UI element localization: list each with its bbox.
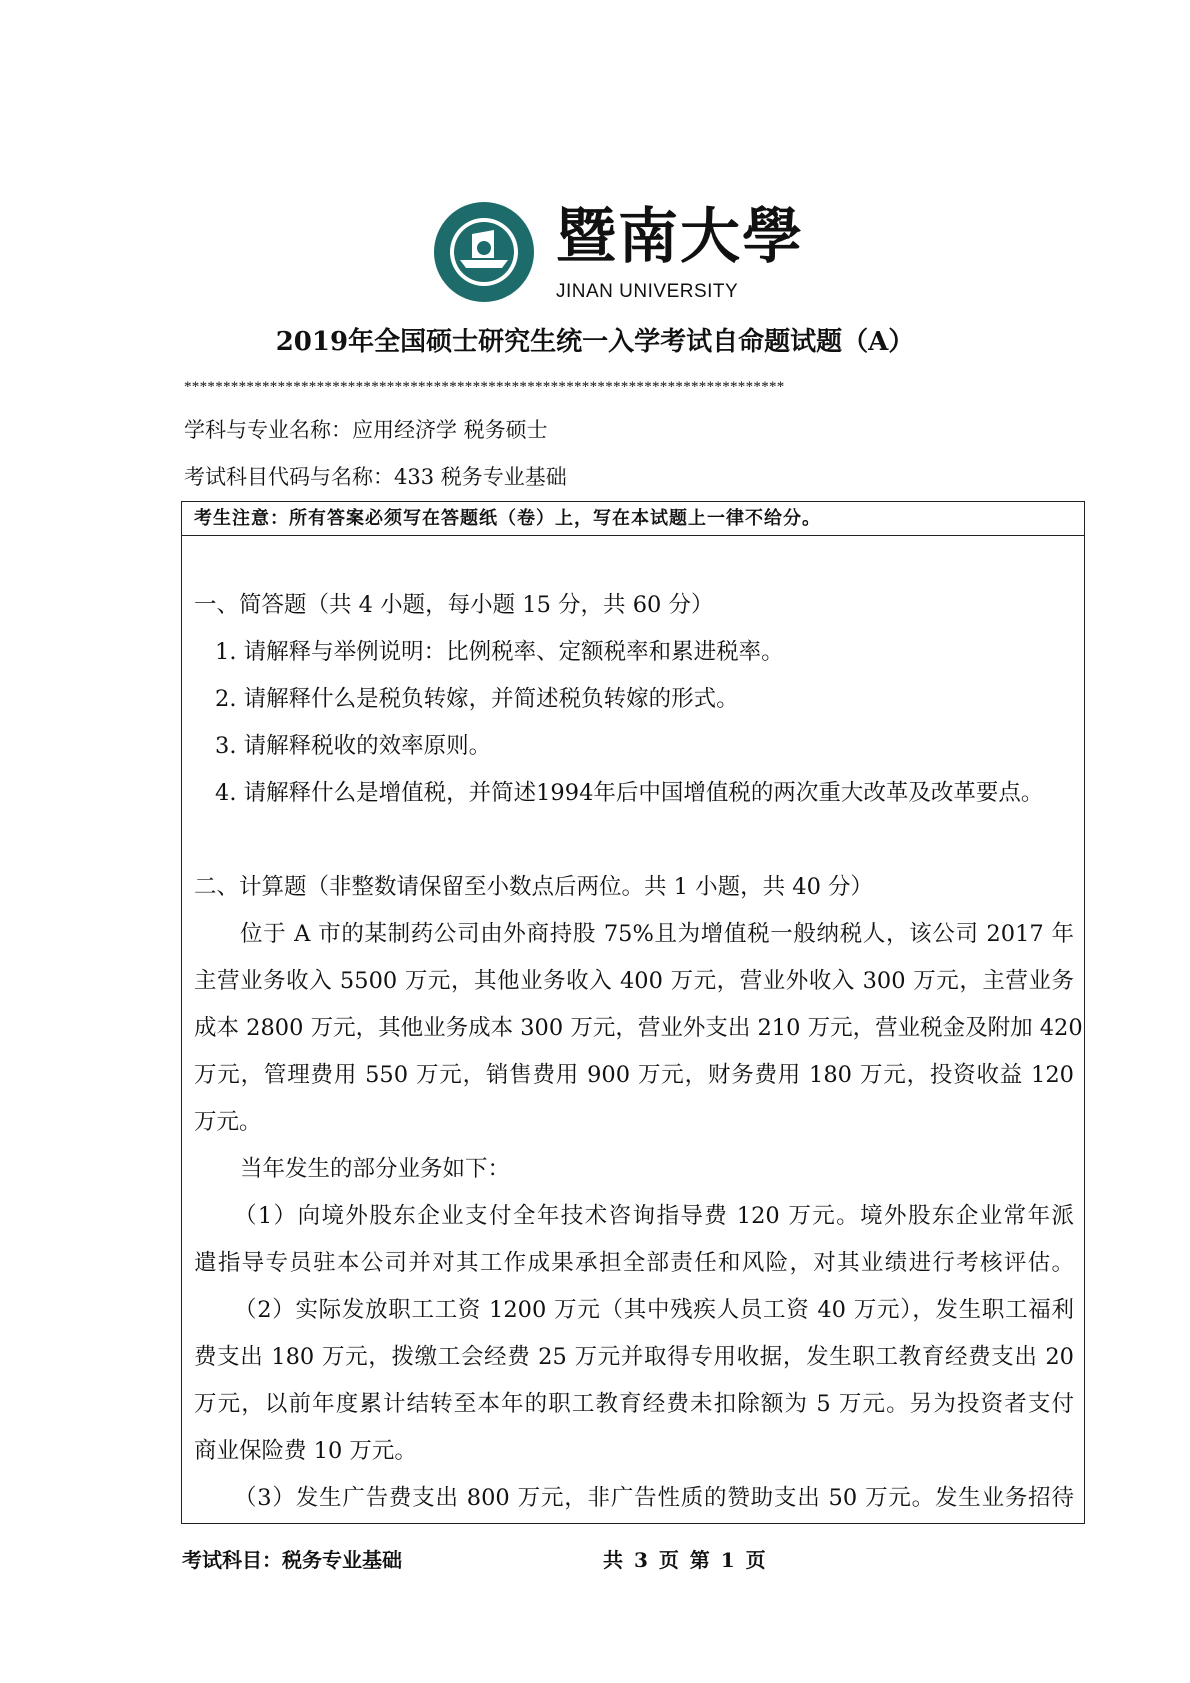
paragraph-line: （2）实际发放职工工资 1200 万元（其中残疾人员工资 40 万元），发生职工福利	[234, 1297, 1074, 1323]
question-item: 3. 请解释税收的效率原则。	[215, 733, 492, 759]
paragraph-line: 成本 2800 万元，其他业务成本 300 万元，营业外支出 210 万元，营业税金及附加 420	[194, 1015, 1083, 1041]
paragraph-line: 万元，以前年度累计结转至本年的职工教育经费未扣除额为 5 万元。另为投资者支付	[194, 1391, 1074, 1417]
paragraph-line: 费支出 180 万元，拨缴工会经费 25 万元并取得专用收据，发生职工教育经费支出 20	[194, 1344, 1074, 1370]
candidate-notice: 考生注意：所有答案必须写在答题纸（卷）上，写在本试题上一律不给分。	[182, 502, 1084, 536]
exam-title: 2019年全国硕士研究生统一入学考试自命题试题（A）	[275, 327, 915, 357]
paragraph-line: 商业保险费 10 万元。	[194, 1438, 417, 1464]
paragraph-line: 万元，管理费用 550 万元，销售费用 900 万元，财务费用 180 万元，投资收益 120	[194, 1062, 1074, 1088]
section-heading: 一、简答题（共 4 小题，每小题 15 分，共 60 分）	[194, 592, 714, 618]
footer-page-number: 共 3 页 第 1 页	[603, 1548, 766, 1572]
university-logo	[432, 200, 536, 304]
paragraph-line: （3）发生广告费支出 800 万元，非广告性质的赞助支出 50 万元。发生业务招待	[234, 1485, 1074, 1511]
question-item: 2. 请解释什么是税负转嫁，并简述税负转嫁的形式。	[215, 686, 739, 712]
question-item: 1. 请解释与举例说明：比例税率、定额税率和累进税率。	[215, 639, 784, 665]
footer-subject: 考试科目：税务专业基础	[182, 1548, 402, 1572]
question-box	[181, 501, 1085, 1524]
question-item: 4. 请解释什么是增值税，并简述1994年后中国增值税的两次重大改革及改革要点。	[215, 780, 1044, 806]
university-seal-icon	[432, 200, 536, 304]
paragraph-line: 万元。	[194, 1109, 262, 1135]
paragraph-line: 位于 A 市的某制药公司由外商持股 75%且为增值税一般纳税人，该公司 2017 年	[240, 921, 1074, 947]
separator-line: *****************************************************************************	[184, 379, 785, 395]
paragraph-line: （1）向境外股东企业支付全年技术咨询指导费 120 万元。境外股东企业常年派	[234, 1203, 1074, 1229]
subject-code: 考试科目代码与名称：433 税务专业基础	[184, 465, 567, 489]
university-name-en: JINAN UNIVERSITY	[556, 281, 739, 302]
paragraph-line: 当年发生的部分业务如下：	[240, 1156, 511, 1182]
paragraph-line: 遣指导专员驻本公司并对其工作成果承担全部责任和风险，对其业绩进行考核评估。	[194, 1250, 1074, 1276]
university-name-cn: 暨南大學	[556, 202, 804, 272]
paragraph-line: 主营业务收入 5500 万元，其他业务收入 400 万元，营业外收入 300 万元，主营业务	[194, 968, 1074, 994]
section-heading: 二、计算题（非整数请保留至小数点后两位。共 1 小题，共 40 分）	[194, 874, 874, 900]
major-name: 学科与专业名称：应用经济学 税务硕士	[184, 418, 548, 442]
